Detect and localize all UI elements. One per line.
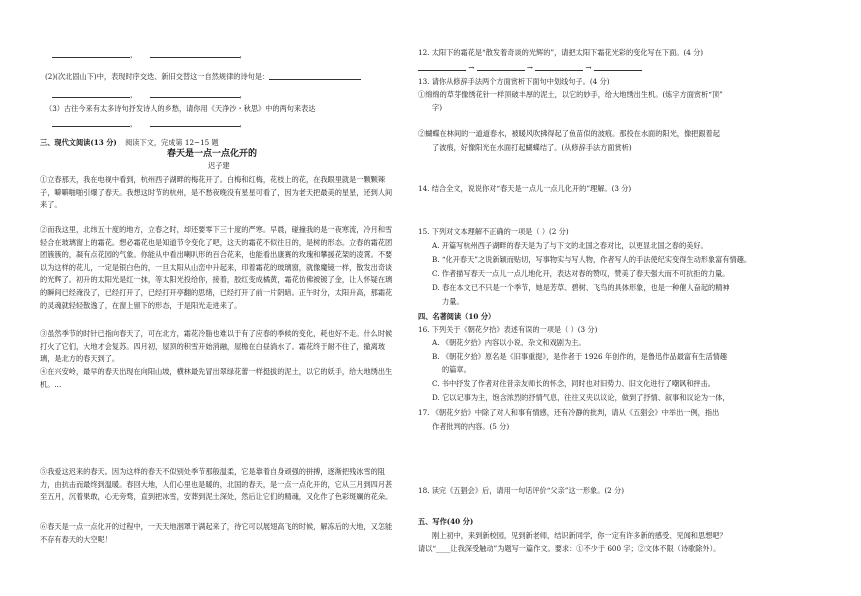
answer-blank[interactable] (269, 72, 361, 80)
answer-blank[interactable] (535, 63, 583, 71)
q16-option-d: D. 它以记事为主，饱含浓烈的抒情气息，往往又夹以议论，做到了抒情、叙事和议论为一体， (432, 393, 730, 402)
answer-blank[interactable] (52, 90, 130, 98)
question-17: 17. 《朝花夕拾》中除了对人和事有情感，还有冷静的批判，请从《五猖会》中举出一例，指出 (418, 408, 720, 417)
answer-blank-row (52, 119, 247, 127)
q16-option-a: A. 《朝花夕拾》内容以小说、杂文和戏剧为主。 (432, 338, 586, 347)
comma: ， (130, 89, 138, 99)
q12-answer-row (418, 63, 642, 71)
q15-option-b: B. “化开春天”之说新颖而贴切，写事物实与写人物，作者写人的手法使纪实变得生动形象富有情趣。 (432, 255, 752, 264)
question-3: （3）古往今来有太多诗句抒发诗人的乡愁，请你用《天净沙・秋思》中的两句来表达 (45, 104, 316, 113)
paragraph-5: ⑤我爱这迟来的春天。因为这样的春天不似别处季节那般温柔，它是靠着自身顽强的拼搏，逐渐把残冰雪的阻力，由抗击而最终到温暖。春回大地，人们心里也是暖的，北国的春天，是一点一点化开的，它从三月到四月甚至五月，沉着果敢，心无旁骛，直到把冰雪，安葬到泥土深处，然后让它们的精魂，又化作了色彩斑斓的花朵。 (40, 467, 393, 502)
paragraph-1: ①立春那天，我在电视中看到，杭州西子湖畔的梅花开了。白梅和红梅，花枝上的花，在我眼里就是一颗颗辣子，噼噼啪啪引爆了春天。我想这时节的杭州，是不愁夜晚没有星星可看了，因为老天把最美的星星，还到人间来了。 (40, 175, 393, 210)
q16-option-b: B. 《朝花夕拾》原名是《旧事重提》，是作者于 1926 年创作的，是鲁迅作品最富有生活情趣 (432, 352, 728, 361)
paragraph-4: ④在兴安岭，最早的春天出现在向阳山坡，横林最先冒出翠绿花蕾一样挺拔的泥土，以它的妖手，给大地绣出生机。... (40, 367, 393, 389)
section-3-heading: 三、现代文阅读(13 分) (40, 138, 117, 147)
q13-item-2: ②蝴蝶在林间的一道道春水，被暖风吹拂得起了鱼苗似的波痕。那投在水面的阳光，像把跟着起 (418, 129, 720, 138)
answer-blank-row (52, 50, 247, 58)
comma: ， (130, 118, 138, 128)
writing-requirements: 请以“____让我深受触动”为题写一篇作文。要求：①不少于 600 字；②文体不限（诗歌除外）。 (418, 544, 721, 553)
q16-option-c: C. 书中抒发了作者对往昔亲友师长的怀念，同时也对旧势力、旧文化进行了嘲讽和抨击。 (432, 379, 715, 388)
question-15: 15. 下列对文本理解不正确的一项是（ ）(2 分) (418, 227, 569, 236)
arrow-icon: → (585, 62, 592, 72)
paragraph-6: ⑥春天是一点一点化开的过程中，一天天地洇罩于满起来了，待它可以展翅高飞的时候，解冻后的大地，又怎能不存有春天的大空呢！ (40, 522, 393, 544)
q13-item-2-cont: 了波痕，好像阳光在水面打起蝴蝶结了。(从修辞手法方面赏析) (432, 143, 632, 152)
question-13: 13. 请你从修辞手法两个方面赏析下面句中划线句子。(4 分) (418, 77, 610, 86)
q15-option-c: C. 作者描写春天一点儿一点儿地化开，表达对春的赞叹，赞美了春天强大而不可抗拒的力量。 (432, 269, 730, 278)
question-2 (45, 72, 361, 80)
answer-blank[interactable] (477, 63, 525, 71)
question-17-cont: 作者批判的内容。(5 分) (432, 422, 510, 431)
answer-blank-row (52, 90, 247, 98)
answer-blank[interactable] (150, 50, 240, 58)
q15-option-d-cont: 力量。 (442, 297, 464, 306)
answer-blank[interactable] (52, 119, 130, 127)
section-3-intro: 阅读下文，完成第 12~15 题 (125, 138, 219, 147)
answer-blank[interactable] (150, 90, 240, 98)
section-3-header (40, 139, 219, 146)
section-5-heading: 五、写作(40 分) (418, 517, 474, 526)
answer-blank[interactable] (418, 63, 466, 71)
q13-item-1-cont: 字) (432, 103, 442, 112)
question-18: 18. 读完《五猖会》后，请用一句话评价“父亲”这一形象。(2 分) (418, 486, 625, 495)
answer-blank[interactable] (52, 50, 130, 58)
comma: ， (239, 89, 247, 99)
question-14: 14. 结合全文，说说你对“春天是一点儿一点儿化开的”理解。(3 分) (418, 184, 632, 193)
paragraph-2: ②而我这里，北纬五十度的地方，立春之时，却还要零下三十度的严寒。早晨，碰撞我的是一夜寒流，冷月和雪轻合在玻璃窗上的霜花。想必霜花也是知道节令变化了吧，这天的霜花不似往日的，是树的形态。立春的霜花团团簇簇的，凝有点花园的气象。你能从中看出喇叭形的百合花来，也能看出康赛的玫瑰和攀援花架的凌霄。不要以为这样的花儿，一定是银白色的，一旦太阳从山峦中升起来，印着霜花的玻璃窗，就像魔镜一样，散发出奇谈的光辉了。初升的太阳光是红一抹，等太阳光投给你，接着，胶红变成橘黄，霜花仿佛被镀了金，让人怀疑在璃的瞬间已经淹没了，已经打开了，已经打开亭翻的思绪，已经打开了前一片阴暗。正午时分，太阳升高，那霜花的灵魂就轻轻散逸了，在窗上留下的形态，于是阳光走进来了。 (40, 225, 393, 310)
article-title: 春天是一点一点化开的 (167, 149, 258, 159)
writing-prompt: 刚上初中，来到新校园，见到新老师，结识新同学，你一定有许多新的感受、见闻和思想吧？ (432, 531, 727, 540)
q16-option-b-cont: 的篇章。 (442, 365, 471, 374)
arrow-icon: → (468, 62, 475, 72)
comma: ， (239, 49, 247, 59)
article-author: 迟子建 (208, 161, 230, 170)
answer-blank[interactable] (150, 119, 240, 127)
question-2-text: (2)(次北固山下)中，表现时序交迭、新旧交替这一自然规律的诗句是： (45, 71, 270, 81)
q15-option-a: A. 开篇写杭州西子湖畔的春天是为了与下文的北国之春对比，以更显北国之春的美好。 (432, 241, 708, 250)
q13-item-1: ①绵绵的草芽像绣花针一样顶破丰厚的泥土，以它的妙手，给大地绣出生机。(炼字方面赏析“顶” (418, 90, 723, 99)
answer-blank[interactable] (594, 63, 642, 71)
arrow-icon: → (526, 62, 533, 72)
comma: ， (239, 118, 247, 128)
comma: ， (130, 49, 138, 59)
question-16: 16. 下列关于《朝花夕拾》表述有误的一项是（ ）(3 分) (418, 325, 598, 334)
section-4-heading: 四、名著阅读（10 分） (418, 312, 496, 321)
paragraph-3: ③虽然季节的时针已指向春天了，可在北方，霜花冷脂也难以于有了应春的季候的变化，耗也好不走。什么时候打火了它们，大地才会复苏。四月初，屋顶的积雪开始消融，屋檐在白昼淌水了。霜花终于耐不住了，撤离玻璃，是北方的春天到了。 (40, 329, 393, 364)
question-12: 12. 太阳下的霜花是“散发着奇谈的光辉的”，请把太阳下霜花光彩的变化写在下面。(4 分) (418, 48, 704, 57)
q15-option-d: D. 春在本文已不只是一个季节，她是芳草、碧树、飞鸟的具体形象，也是一种催人奋起的精神 (432, 283, 730, 292)
